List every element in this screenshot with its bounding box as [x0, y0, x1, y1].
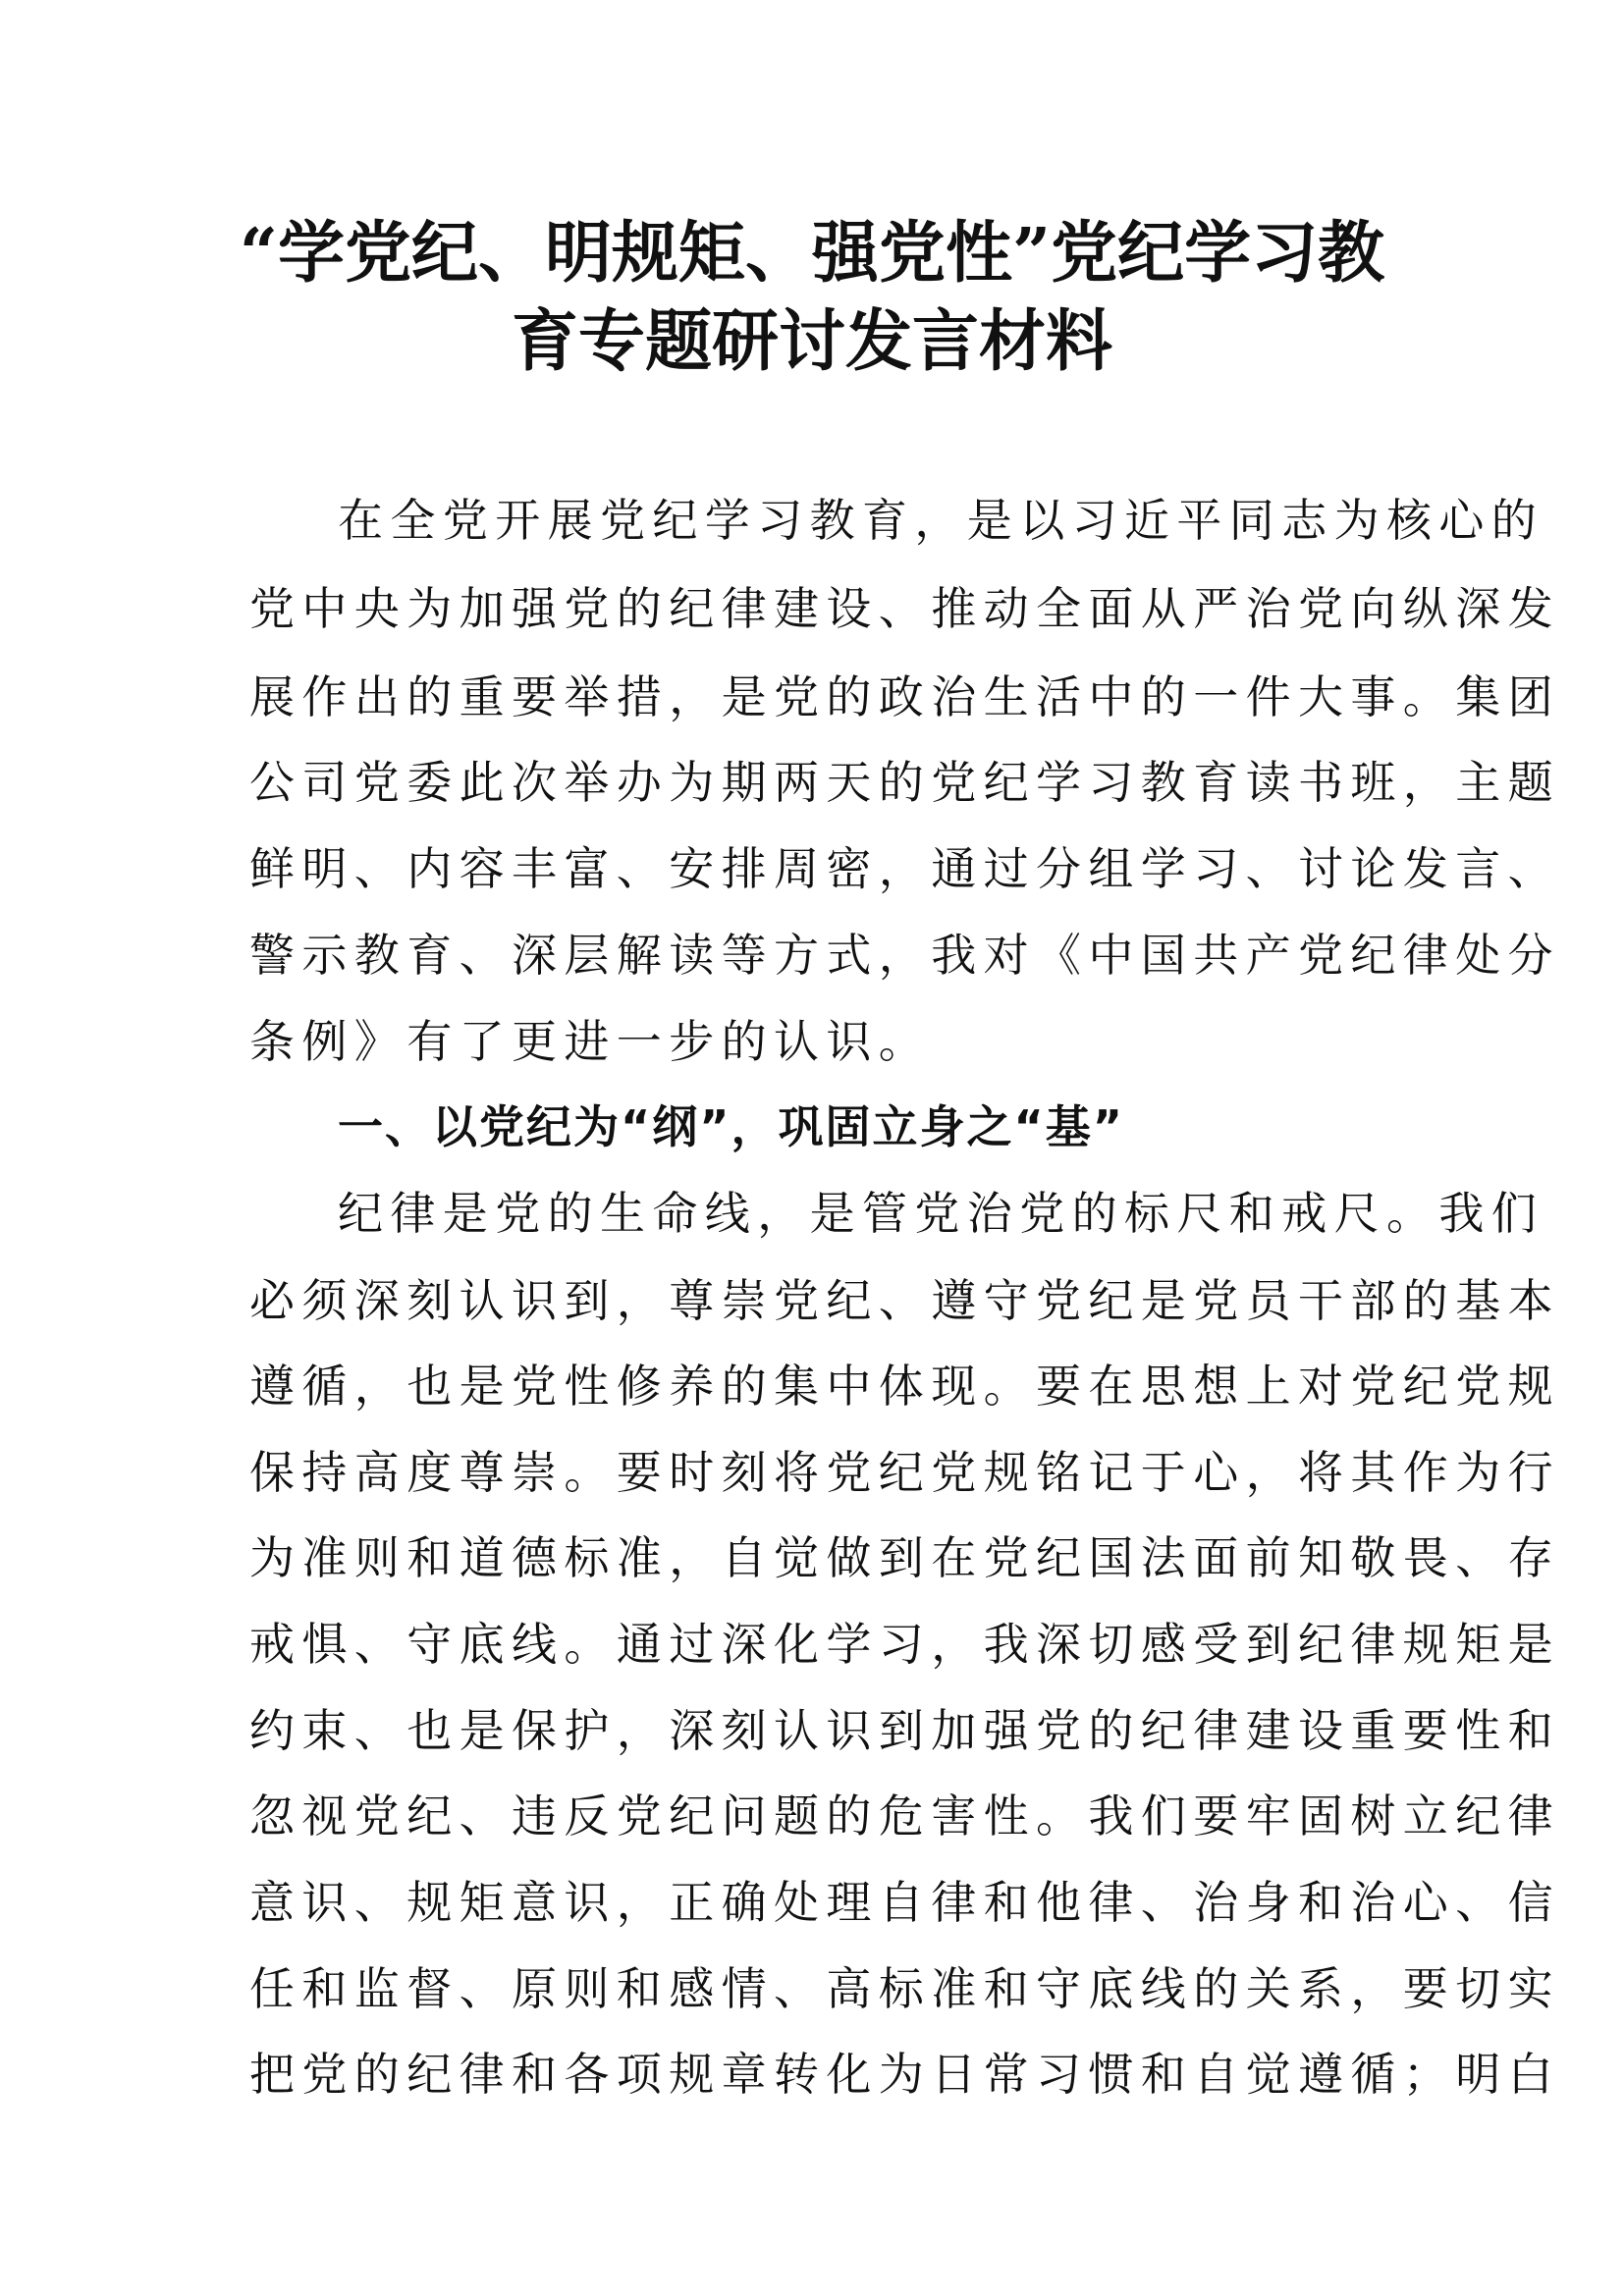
paragraph-line: 把党的纪律和各项规章转化为日常习惯和自觉遵循；明白	[249, 2048, 1560, 2101]
paragraph-line: 警示教育、深层解读等方式，我对《中国共产党纪律处分	[249, 929, 1560, 982]
paragraph-line: 鲜明、内容丰富、安排周密，通过分组学习、讨论发言、	[249, 842, 1560, 895]
paragraph-line: 约束、也是保护，深刻认识到加强党的纪律建设重要性和	[249, 1704, 1560, 1757]
paragraph-line: 忽视党纪、违反党纪问题的危害性。我们要牢固树立纪律	[249, 1789, 1560, 1842]
paragraph-line: 保持高度尊崇。要时刻将党纪党规铭记于心，将其作为行	[249, 1446, 1560, 1499]
section-heading: 一、以党纪为“纲”，巩固立身之“基”	[338, 1100, 1124, 1153]
paragraph-line: 展作出的重要举措，是党的政治生活中的一件大事。集团	[249, 670, 1560, 723]
paragraph-line: 戒惧、守底线。通过深化学习，我深切感受到纪律规矩是	[249, 1618, 1560, 1671]
paragraph-line: 任和监督、原则和感情、高标准和守底线的关系，要切实	[249, 1962, 1560, 2015]
paragraph-line: 条例》有了更进一步的认识。	[249, 1015, 932, 1068]
paragraph-line: 为准则和道德标准，自觉做到在党纪国法面前知敬畏、存	[249, 1531, 1560, 1584]
paragraph-line: 必须深刻认识到，尊崇党纪、遵守党纪是党员干部的基本	[249, 1274, 1560, 1327]
paragraph-line: 党中央为加强党的纪律建设、推动全面从严治党向纵深发	[249, 582, 1560, 635]
paragraph-line: 公司党委此次举办为期两天的党纪学习教育读书班，主题	[249, 756, 1560, 809]
document-title-line-1: “学党纪、明规矩、强党性”党纪学习教	[239, 214, 1385, 293]
paragraph-line: 遵循，也是党性修养的集中体现。要在思想上对党纪党规	[249, 1360, 1560, 1413]
document-title-line-2: 育专题研讨发言材料	[511, 302, 1112, 381]
paragraph-line: 在全党开展党纪学习教育，是以习近平同志为核心的	[338, 494, 1544, 547]
paragraph-line: 纪律是党的生命线，是管党治党的标尺和戒尺。我们	[338, 1187, 1544, 1240]
paragraph-line: 意识、规矩意识，正确处理自律和他律、治身和治心、信	[249, 1876, 1560, 1929]
